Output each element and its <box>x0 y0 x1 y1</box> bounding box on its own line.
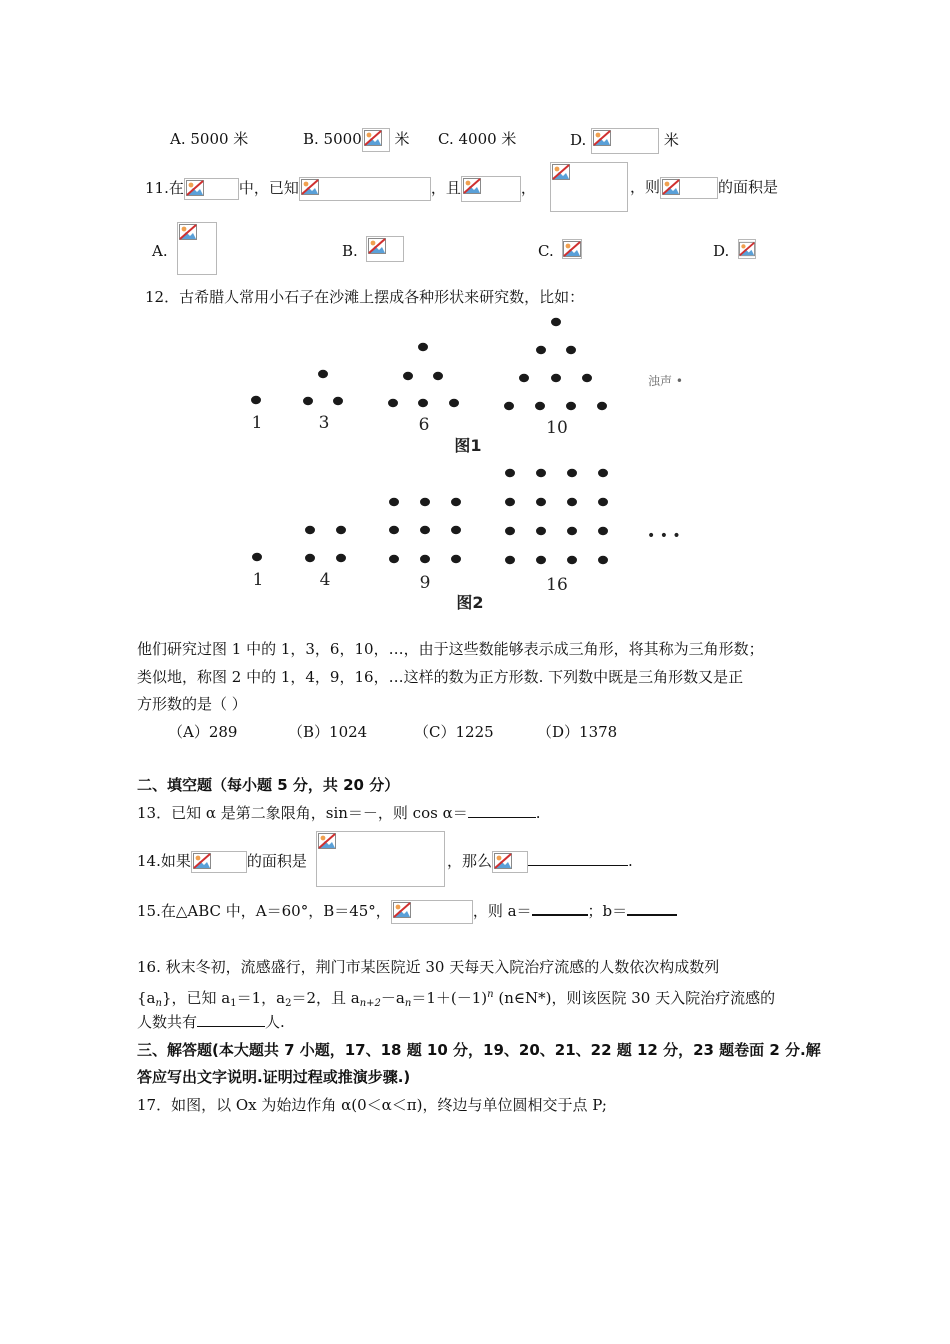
pebble <box>388 399 398 407</box>
q15-text-3: ；b＝ <box>587 902 628 920</box>
q11-stem <box>145 176 536 202</box>
fig2-label-16: 16 <box>546 575 568 595</box>
broken-image-icon <box>550 162 628 212</box>
fig1-label-3: 3 <box>318 413 330 433</box>
pebble <box>536 527 546 535</box>
figure-2-dots <box>252 469 608 564</box>
q16-line-3 <box>137 1011 285 1033</box>
pebble <box>566 402 576 410</box>
pebble <box>433 372 443 380</box>
pebble <box>389 555 399 563</box>
q10-option-d <box>570 128 679 154</box>
pebble <box>505 527 515 535</box>
pebble <box>567 556 577 564</box>
broken-image-icon <box>660 177 718 199</box>
fig1-label-10: 10 <box>546 418 568 438</box>
broken-image-icon <box>492 851 528 873</box>
figure-1-dots <box>251 318 607 410</box>
figure-1-caption: 图1 <box>454 436 482 455</box>
pebble <box>536 346 546 354</box>
section-3-line-2: 答应写出文字说明.证明过程或推演步骤.) <box>137 1068 411 1086</box>
broken-image-icon <box>184 178 239 200</box>
q12-paragraph-2: 类似地，称图 2 中的 1，4，9，16，…这样的数为正方形数. 下列数中既是三角形数又是正 <box>137 668 744 686</box>
pebble <box>551 318 561 326</box>
q11-option-c-label: C. <box>538 242 554 260</box>
pebble <box>582 374 592 382</box>
q16-sub: 1 <box>230 998 237 1009</box>
pebble <box>451 498 461 506</box>
q11-text-5: 的面积是 <box>718 178 779 196</box>
q16-sub: 2 <box>285 998 292 1009</box>
q11-text-1: 中，已知 <box>238 179 299 197</box>
q11-option-a-label: A. <box>152 242 168 260</box>
pebble <box>420 555 430 563</box>
q12-option-d: （D）1378 <box>537 723 618 741</box>
q16-text-end: 人. <box>265 1013 285 1031</box>
pebble <box>566 346 576 354</box>
q12-paragraph-1: 他们研究过图 1 中的 1，3，6，10，…，由于这些数能够表示成三角形，将其称为三角形数； <box>137 640 764 658</box>
q17-stem: 17．如图，以 Ox 为始边作角 α(0＜α＜π)，终边与单位圆相交于点 P; <box>137 1096 607 1114</box>
pebble <box>519 374 529 382</box>
broken-image-icon <box>177 222 217 275</box>
q11-option-d-label: D. <box>713 242 730 260</box>
q11-option-b-label: B. <box>342 242 358 260</box>
broken-image-icon <box>391 900 473 924</box>
q12-paragraph-3: 方形数的是（ ） <box>137 695 247 713</box>
pebble <box>389 526 399 534</box>
q14-text-4: . <box>628 852 633 870</box>
q16-seg: }，已知 a <box>161 989 231 1007</box>
pebble <box>305 526 315 534</box>
q13 <box>137 802 541 824</box>
pebble <box>535 402 545 410</box>
pebble <box>504 402 514 410</box>
broken-image-icon <box>366 236 404 262</box>
pebble <box>598 556 608 564</box>
q11-stem-end <box>630 176 778 199</box>
pebble <box>536 556 546 564</box>
pebble <box>403 372 413 380</box>
q16-seg: ＝1，a <box>236 989 286 1007</box>
pebble <box>551 374 561 382</box>
pebble <box>336 554 346 562</box>
pebble <box>505 498 515 506</box>
figure-2-caption: 图2 <box>456 593 484 612</box>
broken-image-icon <box>738 239 756 259</box>
pebble <box>251 396 261 404</box>
q10-option-d-post: 米 <box>663 131 679 149</box>
fig2-label-1: 1 <box>252 570 264 590</box>
q15-blank-a <box>532 914 588 916</box>
section-2-title: 二、填空题（每小题 5 分，共 20 分） <box>137 776 400 794</box>
pebble <box>451 555 461 563</box>
pebble <box>536 498 546 506</box>
broken-image-icon <box>591 128 659 154</box>
q15-blank-b <box>627 914 677 916</box>
pebble <box>567 498 577 506</box>
broken-image-icon <box>299 177 431 201</box>
broken-image-icon <box>191 851 247 873</box>
fig2-label-9: 9 <box>419 573 431 593</box>
pebble <box>420 498 430 506</box>
pebble <box>598 527 608 535</box>
pebble <box>536 469 546 477</box>
q11-text-2: ，且 <box>430 179 461 197</box>
q14-text-2: 的面积是 <box>246 852 307 870</box>
q16-sup: n <box>487 989 494 1000</box>
q10-option-d-pre: D. <box>570 131 587 149</box>
q16-blank <box>197 1026 265 1027</box>
q10-option-a: A. 5000 米 <box>170 130 249 148</box>
q16-sub: n <box>404 998 412 1009</box>
q15-text-1: 15.在△ABC 中，A＝60°，B＝45°， <box>137 902 391 920</box>
fig1-label-1: 1 <box>251 413 263 433</box>
q16-seg: ＝1＋(－1) <box>411 989 488 1007</box>
q12-option-c: （C）1225 <box>414 723 494 741</box>
q15 <box>137 900 677 924</box>
pebble-figure <box>230 312 700 612</box>
q16-seg: (n∈N*)，则该医院 30 天入院治疗流感的 <box>493 989 776 1007</box>
q16-seg: －a <box>380 989 405 1007</box>
q16-line-1: 16. 秋末冬初，流感盛行，荆门市某医院近 30 天每天入院治疗流感的人数依次构成数列 <box>137 958 720 976</box>
pebble <box>389 498 399 506</box>
q12-stem: 12．古希腊人常用小石子在沙滩上摆成各种形状来研究数，比如： <box>145 288 585 306</box>
q10-option-b-pre: B. 5000 <box>303 130 362 148</box>
pebble <box>305 554 315 562</box>
broken-image-icon <box>316 831 445 887</box>
pebble <box>252 553 262 561</box>
pebble <box>505 556 515 564</box>
q13-end: . <box>535 804 541 822</box>
q11-text-4: ，则 <box>630 178 661 196</box>
q11-text-3: ， <box>520 179 536 197</box>
section-3-line-1: 三、解答题(本大题共 7 小题，17、18 题 10 分，19、20、21、22 题 12 分，23 题卷面 2 分.解 <box>137 1041 821 1059</box>
pebble <box>567 469 577 477</box>
pebble <box>333 397 343 405</box>
pebble <box>505 469 515 477</box>
q16-text: 人数共有 <box>137 1013 198 1031</box>
pebble <box>336 526 346 534</box>
q11-number: 11.在 <box>145 179 184 197</box>
q12-option-b: （B）1024 <box>288 723 368 741</box>
q10-option-b <box>303 128 410 152</box>
broken-image-icon <box>562 239 582 259</box>
pebble <box>451 526 461 534</box>
fig1-label-6: 6 <box>418 415 430 435</box>
q14-text-3: ，那么 <box>447 852 493 870</box>
noise-mark: 浊声 • <box>648 374 683 388</box>
ellipsis-dots: • • • <box>647 528 681 544</box>
q13-blank <box>468 817 536 818</box>
q14-start <box>137 850 307 873</box>
pebble <box>598 469 608 477</box>
pebble <box>597 402 607 410</box>
broken-image-icon <box>461 176 521 202</box>
q14-blank <box>528 865 628 866</box>
q10-option-c: C. 4000 米 <box>438 130 517 148</box>
pebble <box>449 399 459 407</box>
q16-sub: n <box>155 998 162 1009</box>
pebble <box>420 526 430 534</box>
q16-seg: {a <box>137 989 156 1007</box>
q14-end <box>447 850 633 873</box>
q15-text-2: ，则 a＝ <box>472 902 532 920</box>
pebble <box>418 343 428 351</box>
pebble <box>598 498 608 506</box>
pebble <box>318 370 328 378</box>
q14-text-1: 14.如果 <box>137 852 191 870</box>
pebble <box>418 399 428 407</box>
q16-sub: n+2 <box>359 998 381 1009</box>
q12-option-a: （A）289 <box>168 723 238 741</box>
q10-option-b-post: 米 <box>389 130 410 148</box>
broken-image-icon <box>362 128 390 152</box>
pebble <box>303 397 313 405</box>
q16-seg: ＝2，且 a <box>291 989 360 1007</box>
pebble <box>567 527 577 535</box>
q13-text: 13．已知 α 是第二象限角，sin＝－，则 cos α＝ <box>137 804 468 822</box>
fig2-label-4: 4 <box>319 570 331 590</box>
